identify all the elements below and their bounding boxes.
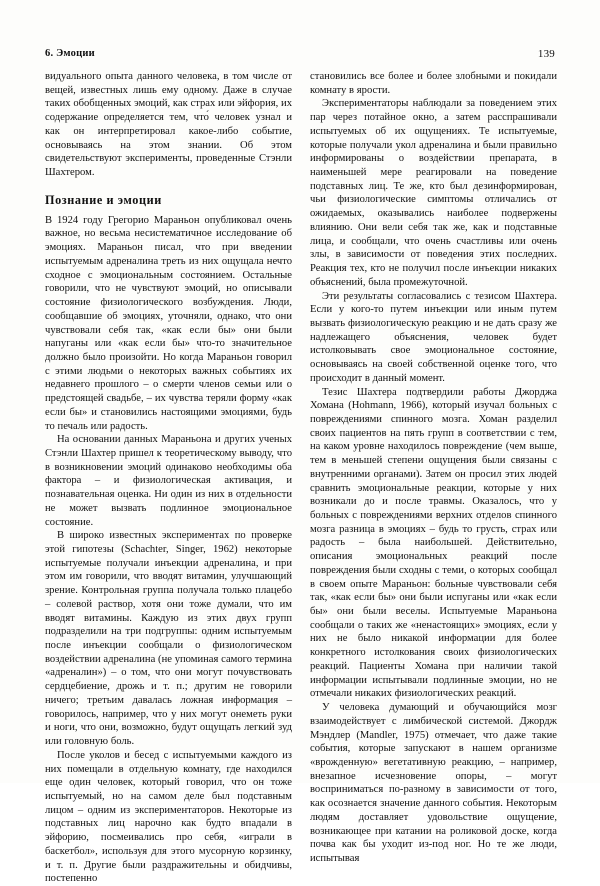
paragraph-continued-individual-experience: видуального опыта данного человека, в том числе от вещей, известных лишь ему одному. Даже в случае таких обобщенных эмоций, как страх или эйфория, их содержание определяется тем, что́ человек узнал и как он интерпретировал какое-либо событие, основываясь на этом знании. Об этом свидетельствуют эксперименты, проведенные Стэнли Шахтером. [45,71,292,179]
paragraph-schachter-singer-experiment: В широко известных экспериментах по проверке этой гипотезы (Schachter, Singer, 1962) некоторые испытуемые получали инъекции адреналина, и при этом им говорили, что вводят витамин, улучшающий зрение. Контрольная группа получала только плацебо – солевой раствор, хотя они тоже думали, что им вводят витамины. Каждую из этих двух групп подразделили на три подгруппы: одним испытуемым после инъекции сообщали о физиологическом воздействии адреналина (не упоминая самого термина «адреналин») – о том, что они могут почувствовать сердцебиение, дрожь и т. п.; другим не говорили ничего; третьим давалась ложная информация – говорилось, например, что у них могут онеметь руки и ноги, что они, возможно, будут ощущать легкий зуд или головную боль. [45,530,292,748]
running-head [45,48,555,64]
chapter-title: 6. Эмоции [45,48,95,59]
paragraph-schachter-conclusion: На основании данных Мараньона и других ученых Стэнли Шахтер пришел к теоретическому выводу, что в возникновении эмоций одинаково необходимы оба фактора – и физиологическая активация, и познавательная оценка. Ни один из них в отдельности не может вызвать подлинное эмоциональное состояние. [45,434,292,528]
two-column-body [45,70,557,885]
paragraph-experimenters-observed: Экспериментаторы наблюдали за поведением этих пар через потайное окно, а затем расспрашивали испытуемых об их ощущениях. Те испытуемые, которые получали укол адреналина и были правильно информированы о воздействии препарата, в наименьшей мере реагировали на поведение подставных лиц. Те же, кто был дезинформирован, чьи физиологические симптомы отличались от ожидаемых, оказывались наиболее подвержены влиянию. Они вели себя так же, как и подставные лица, и сообщали, что очень счастливы или очень злы, в зависимости от поведения этих последних. Реакция тех, кто не получил после инъекции никаких объяснений, была промежуточной. [310,98,557,288]
paragraph-after-injections: После уколов и бесед с испытуемыми каждого из них помещали в отдельную комнату, где находился еще один человек, который говорил, что он тоже испытуемый, но на самом деле был подставным лицом – одним из экспериментаторов. Некоторые из подставных лиц нарочно как будто впадали в эйфорию, посмеивались про себя, «играли в баскетбол», используя для этого мусорную корзинку, и т. п. Другие были раздражительны и обидчивы, постепенно [45,749,292,885]
left-column [45,70,292,885]
page-number: 139 [537,48,555,60]
section-heading: Познание и эмоции [45,192,162,207]
paragraph-became-angry: становились все более и более злобными и покидали комнату в ярости. [310,71,557,96]
paragraph-maranon-1924: В 1924 году Грегорио Мараньон опубликовал очень важное, но весьма несистематичное исследование об эмоциях. Мараньон писал, что при введении испытуемым адреналина треть из них ощущала нечто сходное с эмоциональным состоянием. Остальные говорили, что не чувствуют эмоций, но описывали состояние физиологического возбуждения. Люди, сообщавшие об эмоциях, уточняли, однако, что они чувствовали себя так, «как если бы» они были напуганы или «как если бы» что-то значительное должно было произойти. Но когда Мараньон говорил с этими людьми о некоторых важных событиях их недавнего прошлого – о смерти членов семьи или о предстоящей свадьбе, – их чувства теряли форму «как если бы» и становились настоящими эмоциями, будь то печаль или радость. [45,214,292,432]
right-column [310,70,557,864]
paragraph-hohmann-1966: Тезис Шахтера подтвердили работы Джорджа Хомана (Hohmann, 1966), который изучал больных с повреждениями спинного мозга. Хоман разделил своих пациентов на пять групп в соответствии с тем, на каком уровне находилось повреждение (чем выше, тем в меньшей степени ощущения были связаны с внутренними органами). Затем он просил этих людей сравнить эмоциональные реакции, которые у них возникали до и после травмы. Оказалось, что у больных с повреждениями верхних отделов спинного мозга разница в эмоциях – будь то грусть, страх или радость – была наибольшей. Действительно, описания эмоциональных реакций после повреждения были сходны с теми, о которых сообщал в своем опыте Мараньон: больные чувствовали себя так, «как если бы» они были испуганы или «как если бы» они были веселы. Испытуемые Мараньона сообщали о таких же «ненастоящих» эмоциях, если у них не было никакой информации для более конкретного истолкования своих физиологических реакций. Пациенты Хомана при наличии такой информации испытывали подлинные эмоции, но не отмечали никаких физиологических реакций. [310,386,557,700]
paragraph-results-agreed: Эти результаты согласовались с тезисом Шахтера. Если у кого-то путем инъекции или иным путем вызвать физиологическую реакцию и не дать сразу же надлежащего объяснения, человек будет истолковывать свое эмоциональное состояние, основываясь на своей собственной оценке того, что происходит в данный момент. [310,290,557,384]
paragraph-mandler-1975: У человека думающий и обучающийся мозг взаимодействует с лимбической системой. Джордж Мэндлер (Mandler, 1975) отмечает, что даже такие события, которые запускают в нашем организме «врожденную» вегетативную реакцию, – например, внезапное исчезновение опоры, – могут восприниматься по-разному в зависимости от того, как осознается значение данного события. Некоторым людям доставляет удовольствие ощущение, возникающее при катании на роликовой доске, когда почва как бы уходит из-под ног. Но те же люди, испытывая [310,702,557,864]
